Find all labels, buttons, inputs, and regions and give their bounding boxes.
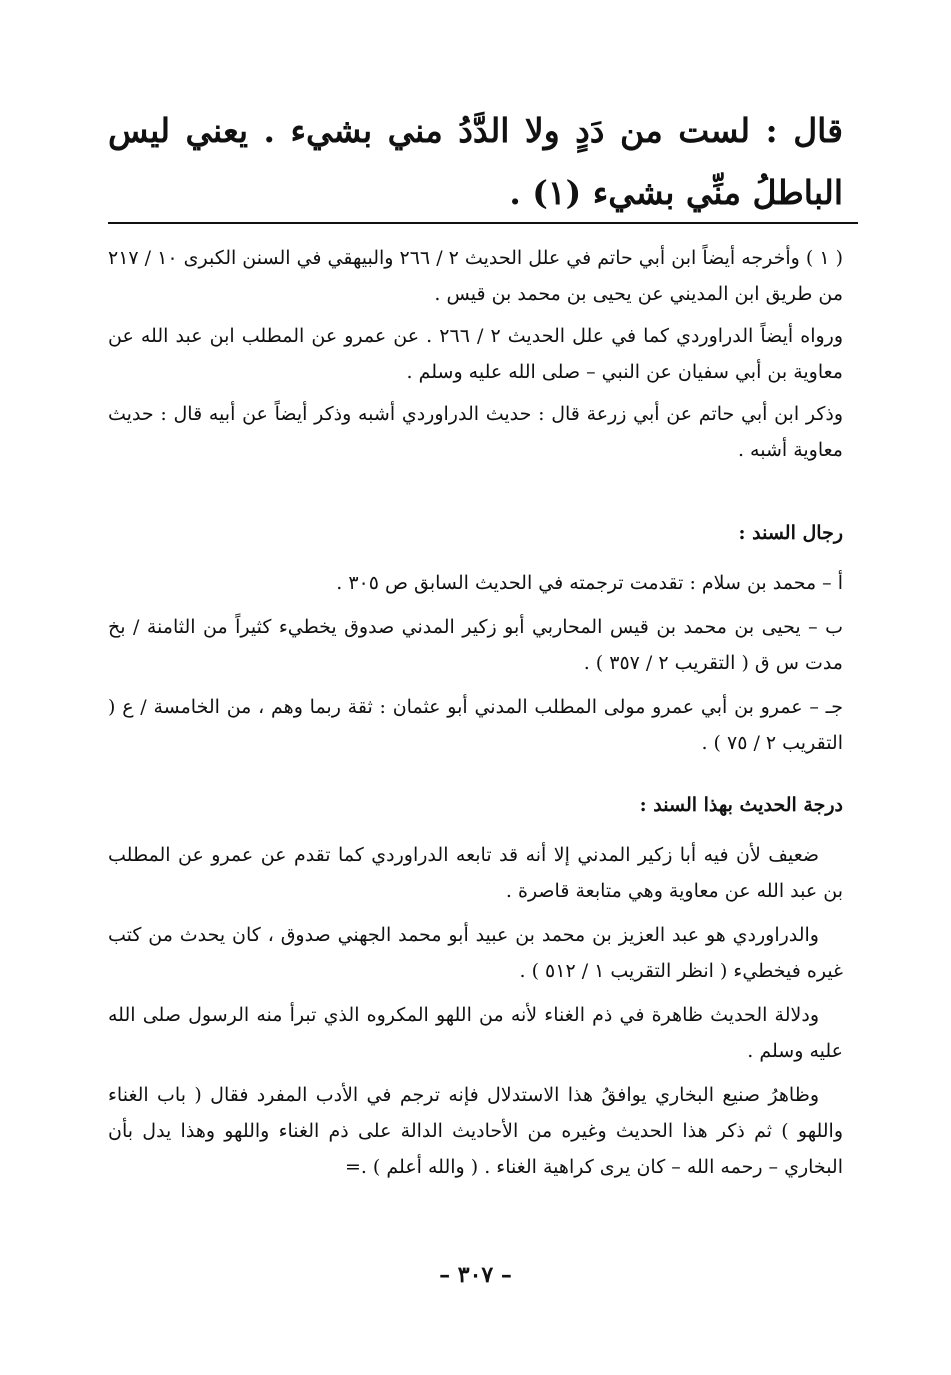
commentary-section bbox=[108, 515, 843, 1193]
grading-paragraph-3: ودلالة الحديث ظاهرة في ذم الغناء لأنه من اللهو المكروه الذي تبرأ منه الرسول صلى الله عليه وسلم . bbox=[108, 1004, 843, 1062]
footnote-divider bbox=[108, 222, 858, 224]
footnote-paragraph-2: ورواه أيضاً الدراوردي كما في علل الحديث ٢ / ٢٦٦ . عن عمرو عن المطلب ابن عبد الله عن معاوية بن أبي سفيان عن النبي – صلى الله عليه وسلم . bbox=[108, 325, 843, 383]
narrator-alif: أ – محمد بن سلام : تقدمت ترجمته في الحديث السابق ص ٣٠٥ . bbox=[336, 572, 843, 594]
narrator-ba: ب – يحيى بن محمد بن قيس المحاربي أبو زكير المدني صدوق يخطيء كثيراً من الثامنة / بخ مدت س ق ( التقريب ٢ / ٣٥٧ ) . bbox=[108, 616, 843, 674]
section-heading-daraja: درجة الحديث بهذا السند : bbox=[639, 794, 843, 816]
narrator-jim: جـ – عمرو بن أبي عمرو مولى المطلب المدني أبو عثمان : ثقة ربما وهم ، من الخامسة / ع ( التقريب ٢ / ٧٥ ) . bbox=[108, 696, 843, 754]
grading-paragraph-2: والدراوردي هو عبد العزيز بن محمد بن عبيد أبو محمد الجهني صدوق ، كان يحدث من كتب غيره فيخطيء ( انظر التقريب ١ / ٥١٢ ) . bbox=[108, 924, 843, 982]
grading-paragraph-4: وظاهرُ صنيع البخاري يوافقُ هذا الاستدلال فإنه ترجم في الأدب المفرد فقال ( باب الغناء واللهو ) ثم ذكر هذا الحديث وغيره من الأحاديث الدالة على ذم الغناء واللهو وهذا يدل بأن البخاري – رحمه الله – كان يرى كراهية الغناء . ( والله أعلم ) .= bbox=[108, 1084, 843, 1178]
footnote-paragraph-3: وذكر ابن أبي حاتم عن أبي زرعة قال : حديث الدراوردي أشبه وذكر أيضاً عن أبيه قال : حديث معاوية أشبه . bbox=[108, 403, 843, 461]
section-heading-rijal: رجال السند : bbox=[738, 522, 843, 544]
hadith-text: قال : لست من دَدٍ ولا الدَّدُ مني بشيء . يعني ليس الباطلُ منِّي بشيء (١) . bbox=[108, 111, 843, 212]
page-number: – ٣٠٧ – bbox=[439, 1262, 512, 1288]
footnote-paragraph-1: ( ١ ) وأخرجه أيضاً ابن أبي حاتم في علل الحديث ٢ / ٢٦٦ والبيهقي في السنن الكبرى ١٠ / ٢١٧ من طريق ابن المديني عن يحيى بن محمد بن قيس . bbox=[108, 247, 844, 305]
grading-paragraph-1: ضعيف لأن فيه أبا زكير المدني إلا أنه قد تابعه الدراوردي كما تقدم عن عمرو عن المطلب بن عبد الله عن معاوية وهي متابعة قاصرة . bbox=[108, 844, 843, 902]
footnote-section bbox=[108, 240, 843, 474]
